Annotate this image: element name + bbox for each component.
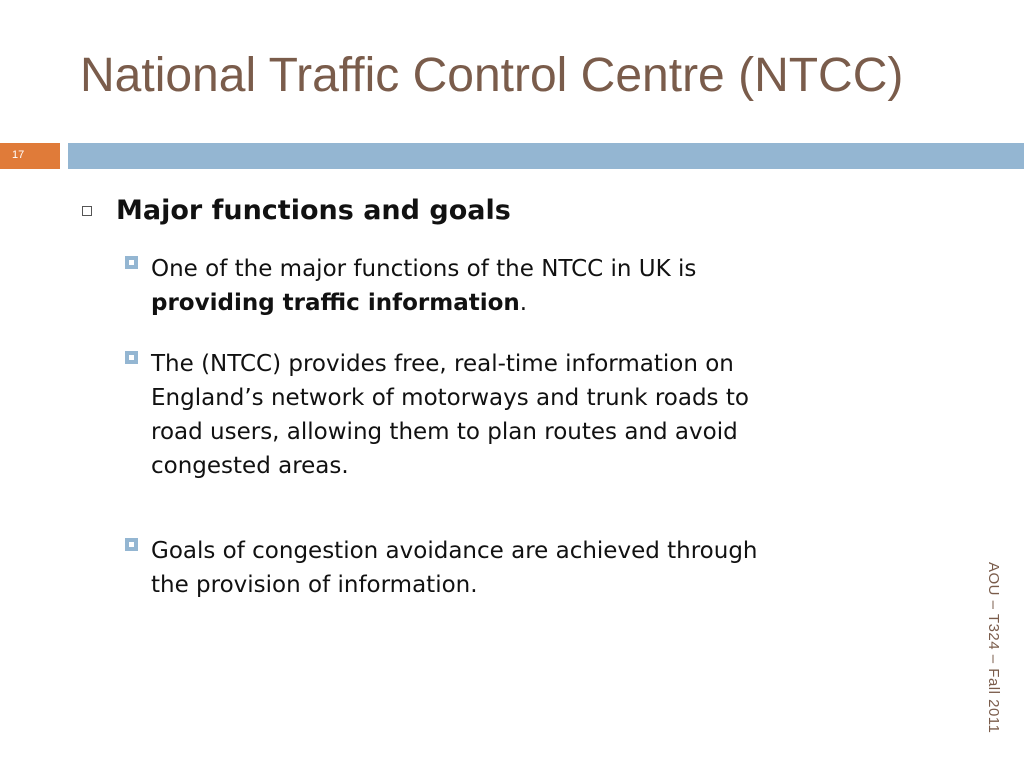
sub-bullet-text [151,342,941,488]
square-bullet-icon [125,538,138,551]
footer-course-label: AOU – T324 – Fall 2011 [985,562,1002,734]
sub-bullet-line: road users, allowing them to plan routes and avoid [151,419,738,445]
sub-bullet-line: England’s network of motorways and trunk roads to [151,385,749,411]
hollow-square-bullet-icon [82,206,92,216]
slide-number: 17 [12,149,25,161]
sub-bullet-line: the provision of information. [151,572,478,598]
punctuation: . [519,290,528,316]
sub-bullet-line: One of the major functions of the NTCC in UK is [151,256,697,282]
sub-bullet-line: Goals of congestion avoidance are achieved through [151,538,758,564]
sub-bullet-line: congested areas. [151,453,349,479]
sub-bullet-text [151,247,941,325]
sub-bullet-line: The (NTCC) provides free, real-time information on [151,351,734,377]
sub-bullet-text [151,529,941,607]
emphasis-text: providing traffic information [151,290,520,316]
square-bullet-icon [125,351,138,364]
slide-title: National Traffic Control Centre (NTCC) [80,49,904,102]
bullet-heading: Major functions and goals [116,195,511,226]
square-bullet-icon [125,256,138,269]
